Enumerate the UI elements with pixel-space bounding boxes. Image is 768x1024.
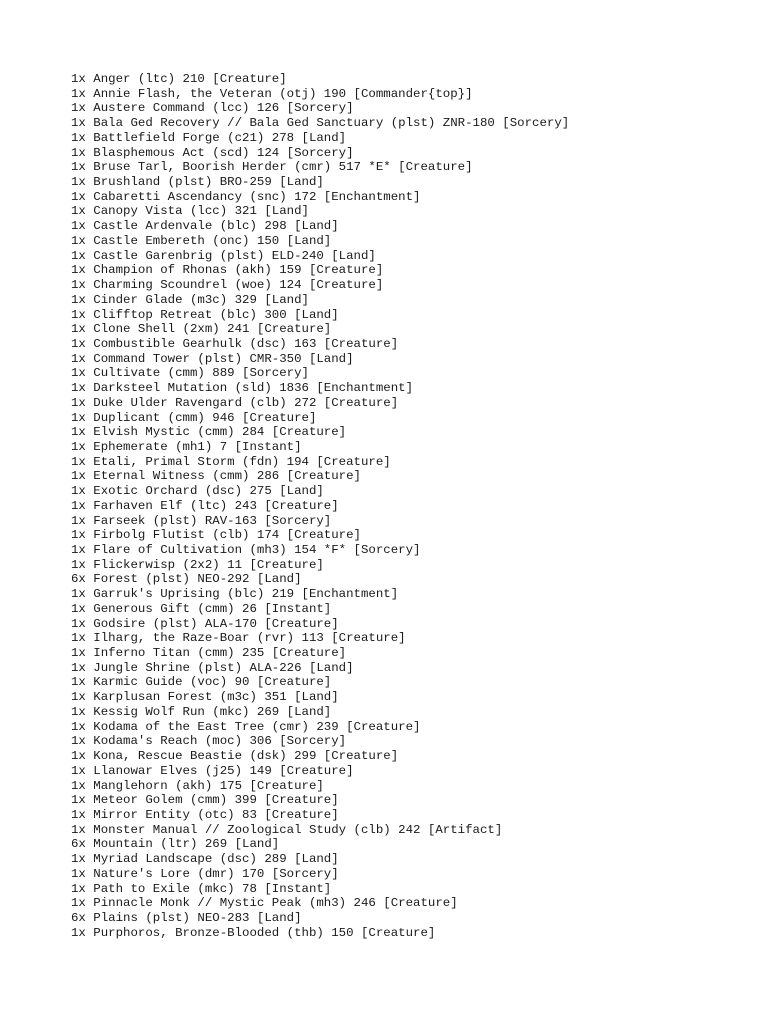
decklist-line: 1x Ilharg, the Raze-Boar (rvr) 113 [Creature] (71, 631, 406, 646)
decklist-line: 1x Kessig Wolf Run (mkc) 269 [Land] (71, 704, 332, 719)
decklist-line: 1x Combustible Gearhulk (dsc) 163 [Creature] (71, 336, 399, 351)
decklist-line: 1x Clone Shell (2xm) 241 [Creature] (71, 322, 332, 337)
decklist-line: 1x Bruse Tarl, Boorish Herder (cmr) 517 *E* [Creature] (71, 160, 473, 175)
decklist-line: 1x Austere Command (lcc) 126 [Sorcery] (71, 101, 354, 116)
decklist-line: 1x Exotic Orchard (dsc) 275 [Land] (71, 484, 324, 499)
decklist-line: 1x Firbolg Flutist (clb) 174 [Creature] (71, 528, 361, 543)
decklist-line: 1x Cinder Glade (m3c) 329 [Land] (71, 292, 309, 307)
decklist-line: 6x Plains (plst) NEO-283 [Land] (71, 910, 302, 925)
decklist-line: 1x Elvish Mystic (cmm) 284 [Creature] (71, 425, 347, 440)
decklist-line: 1x Kodama of the East Tree (cmr) 239 [Creature] (71, 719, 421, 734)
decklist (71, 72, 761, 940)
decklist-line: 1x Castle Ardenvale (blc) 298 [Land] (71, 219, 339, 234)
decklist-line: 1x Kona, Rescue Beastie (dsk) 299 [Creature] (71, 749, 399, 764)
decklist-line: 1x Pinnacle Monk // Mystic Peak (mh3) 246 [Creature] (71, 896, 458, 911)
decklist-line: 1x Bala Ged Recovery // Bala Ged Sanctuary (plst) ZNR-180 [Sorcery] (71, 116, 570, 131)
decklist-line: 1x Cabaretti Ascendancy (snc) 172 [Enchantment] (71, 189, 421, 204)
decklist-line: 1x Clifftop Retreat (blc) 300 [Land] (71, 307, 339, 322)
decklist-line: 1x Battlefield Forge (c21) 278 [Land] (71, 130, 347, 145)
decklist-line: 1x Ephemerate (mh1) 7 [Instant] (71, 439, 302, 454)
decklist-line: 1x Jungle Shrine (plst) ALA-226 [Land] (71, 660, 354, 675)
decklist-line: 1x Manglehorn (akh) 175 [Creature] (71, 778, 324, 793)
decklist-line: 1x Path to Exile (mkc) 78 [Instant] (71, 881, 332, 896)
decklist-line: 1x Duplicant (cmm) 946 [Creature] (71, 410, 317, 425)
decklist-line: 6x Mountain (ltr) 269 [Land] (71, 837, 280, 852)
decklist-line: 1x Inferno Titan (cmm) 235 [Creature] (71, 646, 347, 661)
decklist-line: 1x Eternal Witness (cmm) 286 [Creature] (71, 469, 361, 484)
decklist-line: 1x Darksteel Mutation (sld) 1836 [Enchantment] (71, 381, 414, 396)
decklist-line: 1x Farseek (plst) RAV-163 [Sorcery] (71, 513, 332, 528)
decklist-line: 1x Llanowar Elves (j25) 149 [Creature] (71, 763, 354, 778)
decklist-line: 1x Myriad Landscape (dsc) 289 [Land] (71, 852, 339, 867)
decklist-line: 1x Cultivate (cmm) 889 [Sorcery] (71, 366, 309, 381)
decklist-line: 1x Karmic Guide (voc) 90 [Creature] (71, 675, 332, 690)
decklist-line: 1x Charming Scoundrel (woe) 124 [Creature] (71, 278, 384, 293)
decklist-line: 1x Annie Flash, the Veteran (otj) 190 [Commander{top}] (71, 86, 473, 101)
decklist-line: 1x Godsire (plst) ALA-170 [Creature] (71, 616, 339, 631)
decklist-line: 1x Nature's Lore (dmr) 170 [Sorcery] (71, 866, 339, 881)
decklist-line: 1x Meteor Golem (cmm) 399 [Creature] (71, 793, 339, 808)
decklist-line: 1x Flickerwisp (2x2) 11 [Creature] (71, 557, 324, 572)
decklist-line: 1x Command Tower (plst) CMR-350 [Land] (71, 351, 354, 366)
decklist-line: 1x Castle Garenbrig (plst) ELD-240 [Land] (71, 248, 376, 263)
decklist-line: 1x Mirror Entity (otc) 83 [Creature] (71, 807, 339, 822)
decklist-line: 1x Farhaven Elf (ltc) 243 [Creature] (71, 498, 339, 513)
decklist-line: 1x Generous Gift (cmm) 26 [Instant] (71, 601, 332, 616)
decklist-line: 1x Karplusan Forest (m3c) 351 [Land] (71, 690, 339, 705)
decklist-line: 1x Castle Embereth (onc) 150 [Land] (71, 233, 332, 248)
decklist-line: 1x Kodama's Reach (moc) 306 [Sorcery] (71, 734, 347, 749)
decklist-line: 1x Duke Ulder Ravengard (clb) 272 [Creature] (71, 395, 399, 410)
decklist-line: 1x Purphoros, Bronze-Blooded (thb) 150 [Creature] (71, 925, 436, 940)
decklist-line: 1x Garruk's Uprising (blc) 219 [Enchantment] (71, 587, 399, 602)
decklist-line: 6x Forest (plst) NEO-292 [Land] (71, 572, 302, 587)
decklist-line: 1x Etali, Primal Storm (fdn) 194 [Creature] (71, 454, 391, 469)
decklist-line: 1x Anger (ltc) 210 [Creature] (71, 72, 287, 86)
decklist-line: 1x Blasphemous Act (scd) 124 [Sorcery] (71, 145, 354, 160)
decklist-line: 1x Flare of Cultivation (mh3) 154 *F* [Sorcery] (71, 543, 421, 557)
decklist-line: 1x Brushland (plst) BRO-259 [Land] (71, 175, 324, 190)
decklist-line: 1x Monster Manual // Zoological Study (clb) 242 [Artifact] (71, 822, 503, 837)
decklist-line: 1x Canopy Vista (lcc) 321 [Land] (71, 204, 309, 219)
decklist-line: 1x Champion of Rhonas (akh) 159 [Creature] (71, 263, 384, 278)
